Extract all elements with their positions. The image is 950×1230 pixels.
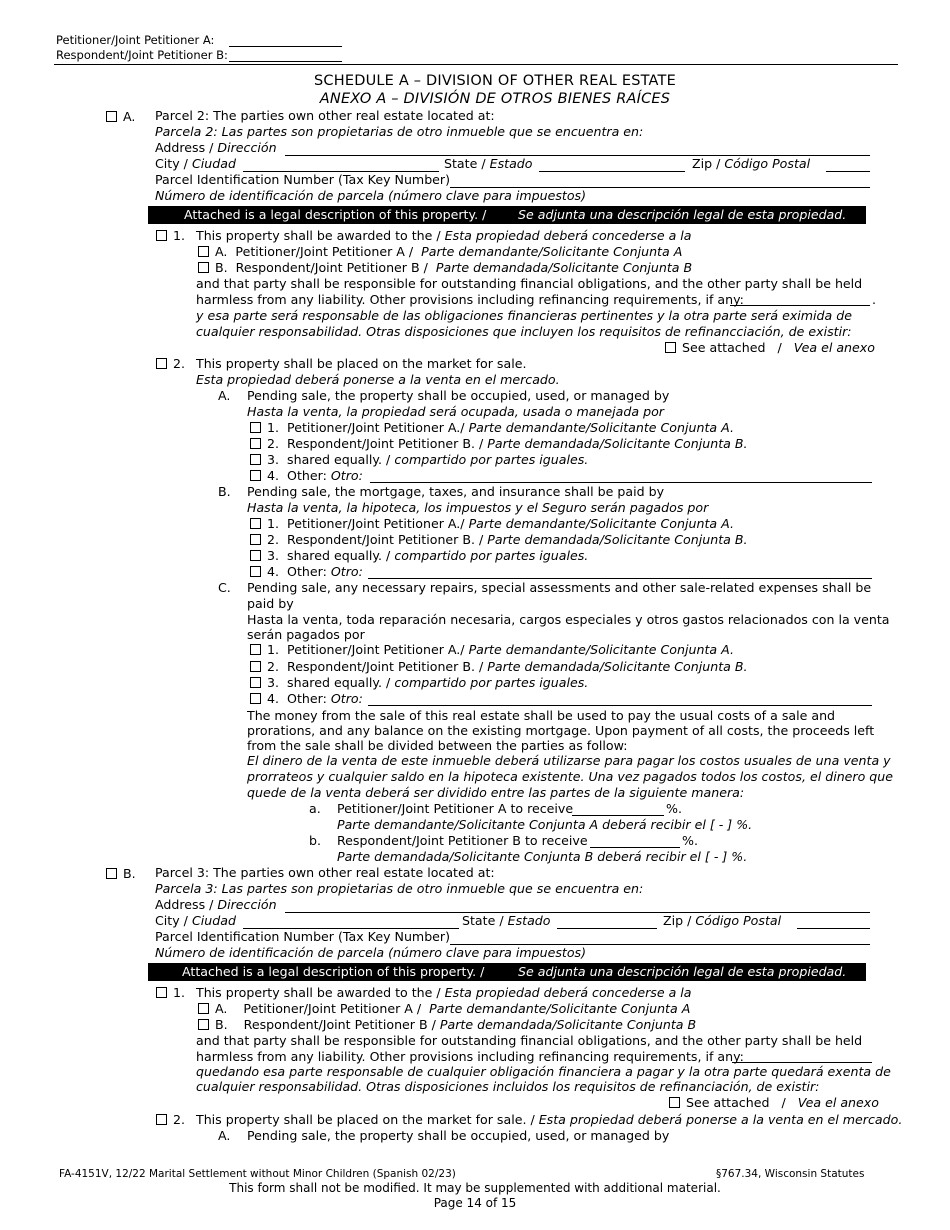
- zip-label: Zip / Código Postal: [692, 156, 811, 171]
- a-sub-a-opt-1[interactable]: 1. Petitioner/Joint Petitioner A./ Parte demandante/Solicitante Conjunta A.: [250, 420, 734, 436]
- checkbox-icon[interactable]: [156, 1114, 167, 1125]
- b-option-1-a[interactable]: A. Petitioner/Joint Petitioner A / Parte demandante/Solicitante Conjunta A: [198, 1001, 690, 1017]
- b-sub-a-letter: A.: [218, 1128, 231, 1143]
- a-sub-b-text-es: Hasta la venta, la hipoteca, los impuestos y el Seguro serán pagados por: [247, 500, 709, 515]
- parcel-id-label: Parcel Identification Number (Tax Key Number): [155, 929, 451, 944]
- a-split-b-text: Respondent/Joint Petitioner B to receive: [337, 833, 588, 848]
- checkbox-icon[interactable]: [250, 438, 261, 449]
- a-sub-c-text-es-1: Hasta la venta, toda reparación necesaria, cargos especiales y otros gastos relacionados con la venta: [247, 612, 890, 627]
- parcel-id-label-es: Número de identificación de parcela (número clave para impuestos): [155, 945, 587, 960]
- a-sub-b-letter: B.: [218, 484, 231, 499]
- page-title-es: ANEXO A – DIVISIÓN DE OTROS BIENES RAÍCES: [319, 91, 671, 107]
- checkbox-icon[interactable]: [669, 1097, 680, 1108]
- header-divider: [54, 64, 898, 65]
- footer-statute: §767.34, Wisconsin Statutes: [716, 1168, 865, 1180]
- b-option-1-intro: This property shall be awarded to the / Esta propiedad deberá concederse a la: [196, 985, 692, 1000]
- zip-label: Zip / Código Postal: [663, 913, 782, 928]
- b-option-1-text-1: and that party shall be responsible for outstanding financial obligations, and the other party shall be held: [196, 1033, 863, 1048]
- a-sub-c-opt-2[interactable]: 2. Respondent/Joint Petitioner B. / Parte demandada/Solicitante Conjunta B.: [250, 659, 748, 675]
- city-label: City / Ciudad: [155, 913, 236, 928]
- a-split-b-text-es: Parte demandada/Solicitante Conjunta B deberá recibir el [ - ] %.: [337, 849, 748, 864]
- petitioner-name-field[interactable]: [229, 46, 342, 47]
- state-label: State / Estado: [444, 156, 533, 171]
- checkbox-icon[interactable]: [198, 262, 209, 273]
- a-sub-a-text: Pending sale, the property shall be occupied, used, or managed by: [247, 388, 670, 403]
- section-a-zip-field[interactable]: [826, 171, 870, 172]
- a-option-2-checkbox[interactable]: 2.: [156, 356, 185, 372]
- section-b-parcel-heading: Parcel 3: The parties own other real estate located at:: [155, 865, 495, 880]
- section-a-parcel-heading-es: Parcela 2: Las partes son propietarias de otro inmueble que se encuentra en:: [155, 124, 644, 139]
- section-b-zip-field[interactable]: [797, 928, 870, 929]
- checkbox-icon[interactable]: [156, 230, 167, 241]
- a-option-2-text: This property shall be placed on the market for sale.: [196, 356, 527, 371]
- section-b-address-field[interactable]: [285, 912, 870, 913]
- a-sub-c-letter: C.: [218, 580, 231, 595]
- a-sub-c-opt-1[interactable]: 1. Petitioner/Joint Petitioner A./ Parte demandante/Solicitante Conjunta A.: [250, 642, 734, 658]
- a-sub-c-opt-4[interactable]: 4. Other: Otro:: [250, 691, 363, 707]
- b-sub-a-text: Pending sale, the property shall be occupied, used, or managed by: [247, 1128, 670, 1143]
- checkbox-icon[interactable]: [250, 518, 261, 529]
- b-option-1-text-es-1: quedando esa parte responsable de cualquier obligación financiera a pagar y la otra parte quedará exenta de: [196, 1064, 891, 1079]
- a-money-text-es-3: quede de la venta deberá ser dividido entre las partes de la siguiente manera:: [247, 785, 745, 800]
- checkbox-icon[interactable]: [250, 470, 261, 481]
- a-sub-b-other-field[interactable]: [368, 578, 872, 579]
- checkbox-icon[interactable]: [198, 1003, 209, 1014]
- a-option-1-checkbox[interactable]: 1.: [156, 228, 185, 244]
- checkbox-icon[interactable]: [250, 550, 261, 561]
- footer-form-id: FA-4151V, 12/22 Marital Settlement without Minor Children (Spanish 02/23): [59, 1168, 456, 1180]
- a-sub-c-text-2: paid by: [247, 596, 294, 611]
- a-split-a-percent-field[interactable]: [572, 815, 664, 816]
- a-split-a-pct: %.: [666, 801, 682, 816]
- a-see-attached-checkbox[interactable]: See attached / Vea el anexo: [665, 340, 875, 356]
- a-sub-a-opt-4[interactable]: 4. Other: Otro:: [250, 468, 363, 484]
- a-sub-a-letter: A.: [218, 388, 231, 403]
- a-option-1-intro: This property shall be awarded to the / Esta propiedad deberá concederse a la: [196, 228, 692, 243]
- a-sub-c-text-es-2: serán pagados por: [247, 627, 365, 642]
- a-sub-c-other-field[interactable]: [368, 705, 872, 706]
- b-option-1-checkbox[interactable]: 1.: [156, 985, 185, 1001]
- section-a-attached-bar: Attached is a legal description of this property. / Se adjunta una descripción legal de esta propiedad.: [148, 206, 866, 224]
- a-option-2-text-es: Esta propiedad deberá ponerse a la venta en el mercado.: [196, 372, 560, 387]
- a-split-b-pct: %.: [682, 833, 698, 848]
- b-option-2-text: This property shall be placed on the market for sale. / Esta propiedad deberá ponerse a la venta en el mercado.: [196, 1112, 903, 1127]
- a-sub-a-opt-3[interactable]: 3. shared equally. / compartido por partes iguales.: [250, 452, 588, 468]
- section-b-parcel-heading-es: Parcela 3: Las partes son propietarias de otro inmueble que se encuentra en:: [155, 881, 644, 896]
- a-split-b-letter: b.: [309, 833, 321, 848]
- parcel-id-label-es: Número de identificación de parcela (número clave para impuestos): [155, 188, 587, 203]
- b-see-attached-checkbox[interactable]: See attached / Vea el anexo: [669, 1095, 879, 1111]
- checkbox-icon[interactable]: [250, 693, 261, 704]
- section-a-parcel-heading: Parcel 2: The parties own other real estate located at:: [155, 108, 495, 123]
- checkbox-icon[interactable]: [250, 534, 261, 545]
- a-sub-a-text-es: Hasta la venta, la propiedad será ocupada, usada o manejada por: [247, 404, 664, 419]
- checkbox-icon[interactable]: [156, 358, 167, 369]
- state-label: State / Estado: [462, 913, 551, 928]
- a-money-text-es-1: El dinero de la venta de este inmueble deberá utilizarse para pagar los costos usuales de una venta y: [247, 753, 891, 768]
- b-option-1-provisions-field[interactable]: [732, 1062, 872, 1063]
- a-option-1-a[interactable]: A. Petitioner/Joint Petitioner A / Parte demandante/Solicitante Conjunta A: [198, 244, 682, 260]
- a-sub-b-opt-3[interactable]: 3. shared equally. / compartido por partes iguales.: [250, 548, 588, 564]
- checkbox-icon[interactable]: [198, 1019, 209, 1030]
- a-money-text-3: from the sale shall be divided between the parties as follow:: [247, 738, 628, 753]
- a-option-1-b[interactable]: B. Respondent/Joint Petitioner B / Parte demandada/Solicitante Conjunta B: [198, 260, 692, 276]
- checkbox-icon[interactable]: [250, 677, 261, 688]
- a-sub-b-text: Pending sale, the mortgage, taxes, and insurance shall be paid by: [247, 484, 665, 499]
- checkbox-icon[interactable]: [250, 422, 261, 433]
- checkbox-icon[interactable]: [250, 566, 261, 577]
- a-split-a-letter: a.: [309, 801, 321, 816]
- page-number: Page 14 of 15: [433, 1196, 517, 1210]
- a-option-1-provisions-field[interactable]: [730, 305, 870, 306]
- a-sub-a-opt-2[interactable]: 2. Respondent/Joint Petitioner B. / Parte demandada/Solicitante Conjunta B.: [250, 436, 748, 452]
- checkbox-icon[interactable]: [250, 661, 261, 672]
- respondent-label: Respondent/Joint Petitioner B:: [56, 48, 228, 62]
- page-title: SCHEDULE A – DIVISION OF OTHER REAL ESTATE: [314, 73, 676, 89]
- section-a-checkbox[interactable]: A.: [106, 109, 135, 125]
- section-a-state-field[interactable]: [539, 171, 685, 172]
- section-b-attached-bar: Attached is a legal description of this property. / Se adjunta una descripción legal de esta propiedad.: [148, 963, 866, 981]
- respondent-name-field[interactable]: [229, 61, 342, 62]
- a-split-b-percent-field[interactable]: [590, 847, 680, 848]
- checkbox-icon[interactable]: [106, 111, 117, 122]
- a-option-1-text-es-1: y esa parte será responsable de las obligaciones financieras pertinentes y la otra parte será eximida de: [196, 308, 853, 323]
- a-money-text-1: The money from the sale of this real estate shall be used to pay the usual costs of a sale and: [247, 708, 836, 723]
- b-option-1-text-es-2: cualquier responsabilidad. Otras disposiciones incluidos los requisitos de refinanciación, de existir:: [196, 1079, 820, 1094]
- a-period: .: [872, 292, 877, 307]
- section-b-checkbox[interactable]: B.: [106, 866, 136, 882]
- checkbox-icon[interactable]: [250, 644, 261, 655]
- a-sub-a-other-field[interactable]: [370, 482, 872, 483]
- checkbox-icon[interactable]: [106, 868, 117, 879]
- section-b-state-field[interactable]: [557, 928, 657, 929]
- petitioner-label: Petitioner/Joint Petitioner A:: [56, 33, 215, 47]
- a-option-1-text-1: and that party shall be responsible for outstanding financial obligations, and the other party shall be held: [196, 276, 863, 291]
- a-sub-b-opt-2[interactable]: 2. Respondent/Joint Petitioner B. / Parte demandada/Solicitante Conjunta B.: [250, 532, 748, 548]
- footer-notice: This form shall not be modified. It may be supplemented with additional material.: [229, 1181, 721, 1195]
- parcel-id-label: Parcel Identification Number (Tax Key Number): [155, 172, 451, 187]
- checkbox-icon[interactable]: [198, 246, 209, 257]
- a-option-1-text-2: harmless from any liability. Other provisions including refinancing requirements, if any:: [196, 292, 744, 307]
- a-sub-b-opt-4[interactable]: 4. Other: Otro:: [250, 564, 363, 580]
- address-label: Address / Dirección: [155, 897, 277, 912]
- checkbox-icon[interactable]: [250, 454, 261, 465]
- city-label: City / Ciudad: [155, 156, 236, 171]
- address-label: Address / Dirección: [155, 140, 277, 155]
- a-sub-c-opt-3[interactable]: 3. shared equally. / compartido por partes iguales.: [250, 675, 588, 691]
- b-option-1-b[interactable]: B. Respondent/Joint Petitioner B / Parte demandada/Solicitante Conjunta B: [198, 1017, 696, 1033]
- a-sub-b-opt-1[interactable]: 1. Petitioner/Joint Petitioner A./ Parte demandante/Solicitante Conjunta A.: [250, 516, 734, 532]
- checkbox-icon[interactable]: [156, 987, 167, 998]
- a-sub-c-text-1: Pending sale, any necessary repairs, special assessments and other sale-related expenses shall be: [247, 580, 872, 595]
- a-money-text-es-2: prorrateos y cualquier saldo en la hipoteca existente. Una vez pagados todos los costos, el dinero que: [247, 769, 894, 784]
- a-split-a-text-es: Parte demandante/Solicitante Conjunta A deberá recibir el [ - ] %.: [337, 817, 753, 832]
- a-option-1-text-es-2: cualquier responsabilidad. Otras disposiciones que incluyen los requisitos de refinancciación, de existir:: [196, 324, 852, 339]
- checkbox-icon[interactable]: [665, 342, 676, 353]
- a-split-a-text: Petitioner/Joint Petitioner A to receive: [337, 801, 574, 816]
- a-money-text-2: prorations, and any balance on the existing mortgage. Upon payment of all costs, the proceeds left: [247, 723, 875, 738]
- b-option-1-text-2: harmless from any liability. Other provisions including refinancing requirements, if any:: [196, 1049, 744, 1064]
- b-option-2-checkbox[interactable]: 2.: [156, 1112, 185, 1128]
